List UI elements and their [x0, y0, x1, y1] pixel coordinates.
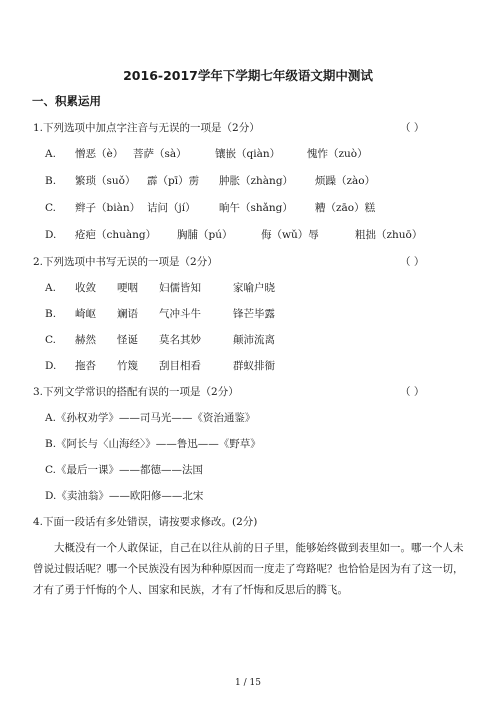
option-text: 《孙权劝学》——司马光——《资治通鉴》	[55, 412, 256, 424]
option-item: 糟（zāo）糕	[315, 202, 376, 214]
option-item: 粗拙（zhuō）	[355, 229, 423, 241]
question-4-paragraph: 大概没有一个人敢保证，自己在以往从前的日子里，能够始终做到表里如一。哪一个人未曾说过假话呢？哪一个民族没有因为种种原因而一度走了弯路呢？也恰恰是因为有了这一切，才有了勇于忏悔的个人、国家和民族，才有了忏悔和反思后的腾飞。	[33, 542, 464, 596]
option-item: 莫名其妙	[159, 334, 201, 346]
question-1-option-d	[45, 227, 422, 242]
option-item: 菩萨（sà）	[133, 148, 187, 160]
option-item: 收敛	[75, 282, 96, 294]
option-label: B.	[45, 438, 57, 450]
option-item: 拖沓	[75, 360, 96, 372]
option-item: 胸脯（pú）	[177, 229, 233, 241]
option-item: 刮目相看	[159, 360, 201, 372]
question-2-option-c	[45, 332, 275, 347]
question-2-stem: 2.下列选项中书写无误的一项是（2分）	[33, 256, 218, 268]
option-text: 《阿长与〈山海经〉》——鲁迅——《野草》	[56, 438, 261, 450]
option-label: C.	[45, 464, 56, 476]
question-3-option-b	[45, 436, 261, 451]
option-text: 《卖油翁》——欧阳修——北宋	[56, 490, 204, 502]
option-item: 妇儒皆知	[159, 282, 201, 294]
option-label: D.	[45, 490, 57, 502]
question-1-option-b	[45, 173, 375, 188]
question-1-stem: 1.下列选项中加点字注音与无误的一项是（2分）	[33, 122, 260, 134]
page-number: 1 / 15	[235, 678, 261, 688]
option-label: A.	[45, 412, 56, 424]
question-4-stem: 4.下面一段话有多处错误，请按要求修改。(2分)	[33, 516, 258, 528]
question-3-option-a	[45, 410, 255, 425]
option-label: A.	[45, 282, 56, 294]
option-item: 镶嵌（qiàn）	[215, 148, 281, 160]
option-item: 竹篾	[117, 360, 138, 372]
question-3-answer-blank: （ ）	[400, 386, 425, 398]
option-label: B.	[45, 308, 57, 320]
option-label: C.	[45, 334, 56, 346]
option-item: 憎恶（è）	[75, 148, 124, 160]
option-item: 群蚁排衙	[233, 360, 275, 372]
page-title: 2016-2017学年下学期七年级语文期中测试	[123, 68, 373, 83]
option-item: 气冲斗牛	[159, 308, 201, 320]
option-item: 晌午（shǎng）	[219, 202, 293, 214]
option-item: 繁琐（suǒ）	[75, 175, 136, 187]
question-3-option-d	[45, 488, 203, 503]
option-item: 哽咽	[117, 282, 138, 294]
option-label: B.	[45, 175, 57, 187]
question-1-option-c	[45, 200, 375, 215]
option-item: 疮疤（chuàng）	[75, 229, 157, 241]
option-label: D.	[45, 360, 57, 372]
option-item: 辫子（biàn）	[75, 202, 141, 214]
option-label: C.	[45, 202, 56, 214]
option-item: 霹（pī）雳	[147, 175, 200, 187]
question-1-answer-blank: （ ）	[400, 122, 425, 134]
option-item: 诘问（jí）	[147, 202, 196, 214]
option-item: 锋芒毕露	[233, 308, 275, 320]
option-item: 斓语	[117, 308, 138, 320]
question-2-option-a	[45, 280, 275, 295]
option-item: 怪诞	[117, 334, 138, 346]
option-item: 赫然	[75, 334, 96, 346]
option-label: D.	[45, 229, 57, 241]
option-item: 肿胀（zhàng）	[219, 175, 294, 187]
question-2-option-b	[45, 306, 275, 321]
option-item: 侮（wǔ）辱	[261, 229, 319, 241]
option-item: 愧怍（zuò）	[307, 148, 368, 160]
option-item: 烦躁（zào）	[315, 175, 376, 187]
question-2-answer-blank: （ ）	[400, 256, 425, 268]
option-item: 颠沛流离	[233, 334, 275, 346]
question-2-option-d	[45, 358, 275, 373]
question-1-option-a	[45, 146, 368, 161]
option-item: 家喻户晓	[233, 282, 275, 294]
option-item: 崎岖	[75, 308, 96, 320]
option-label: A.	[45, 148, 56, 160]
section-heading: 一、积累运用	[32, 94, 101, 108]
option-text: 《最后一课》——都德——法国	[56, 464, 203, 476]
question-3-option-c	[45, 462, 203, 477]
question-3-stem: 3.下列文学常识的搭配有误的一项是（2分）	[33, 386, 239, 398]
